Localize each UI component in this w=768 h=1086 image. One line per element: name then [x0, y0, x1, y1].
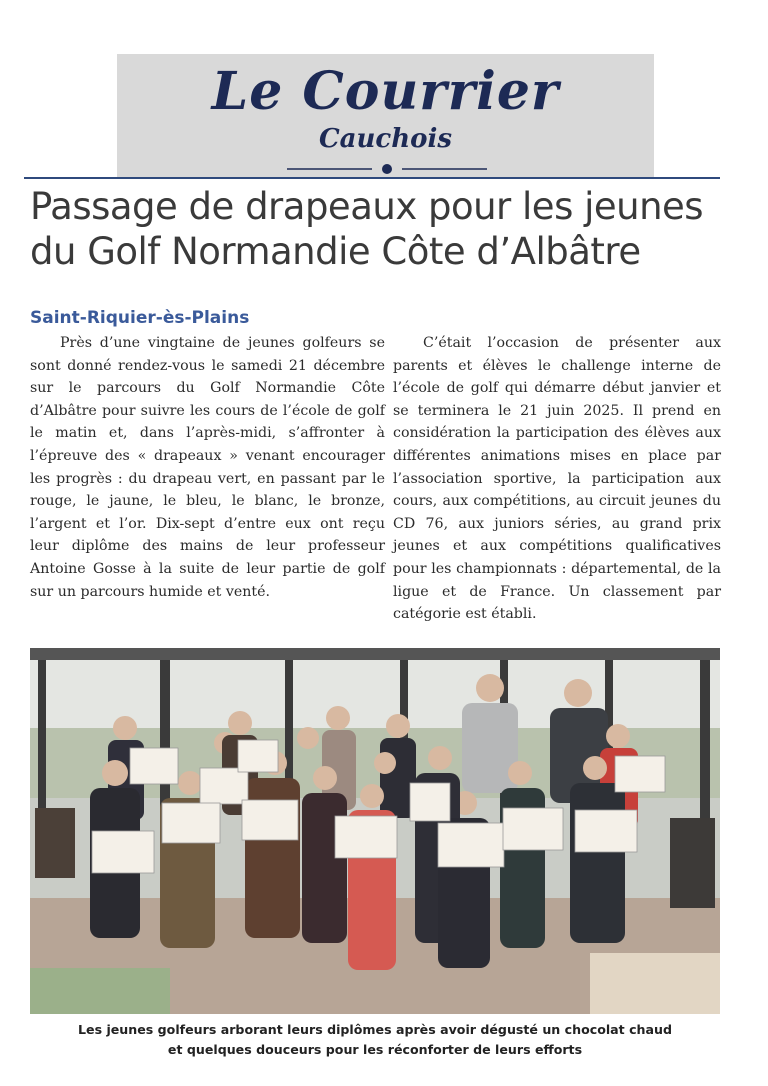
group-photo-illustration	[30, 648, 720, 1014]
masthead-title: Le Courrier	[211, 61, 560, 122]
article-dateline: Saint-Riquier-ès-Plains	[30, 308, 250, 328]
photo-caption-line-1: Les jeunes golfeurs arborant leurs diplômes après avoir dégusté un chocolat chaud	[78, 1022, 672, 1037]
masthead-divider	[24, 177, 720, 179]
article-column-1: Près d’une vingtaine de jeunes golfeurs se sont donné rendez-vous le samedi 21 décembre sur le parcours du Golf Normandie Côte d’Albâtre pour suivre les cours de l’école de golf le matin et, dans l’après-midi, s’affronter à l’épreuve des « drapeaux » venant encourager les progrès : du drapeau vert, en passant par le rouge, le jaune, le bleu, le blanc, le bronze, l’argent et l’or. Dix-sept d’entre eux ont reçu leur diplôme des mains de leur professeur Antoine Gosse à la suite de leur partie de golf sur un parcours humide et venté.	[30, 335, 385, 600]
article-headline: Passage de drapeaux pour les jeunes du Golf Normandie Côte d’Albâtre	[30, 185, 704, 273]
masthead	[117, 54, 654, 178]
group-photo	[30, 648, 720, 1014]
masthead-ornament-icon	[287, 164, 487, 174]
photo-caption-line-2: et quelques douceurs pour les réconforter de leurs efforts	[167, 1042, 583, 1057]
article-column-2: C’était l’occasion de présenter aux parents et élèves le challenge interne de l’école de golf qui démarre début janvier et se terminera le 21 juin 2025. Il prend en considération la participation des élèves aux différentes animations mises en place par l’association sportive, la participation aux cours, aux compétitions, au circuit jeunes du CD 76, aux juniors séries, au grand prix jeunes et aux compétitions qualificatives pour les championnats : départemental, de la ligue et de France. Un classement par catégorie est établi.	[393, 335, 721, 623]
masthead-subtitle: Cauchois	[318, 124, 453, 154]
photo-caption	[30, 1020, 720, 1060]
